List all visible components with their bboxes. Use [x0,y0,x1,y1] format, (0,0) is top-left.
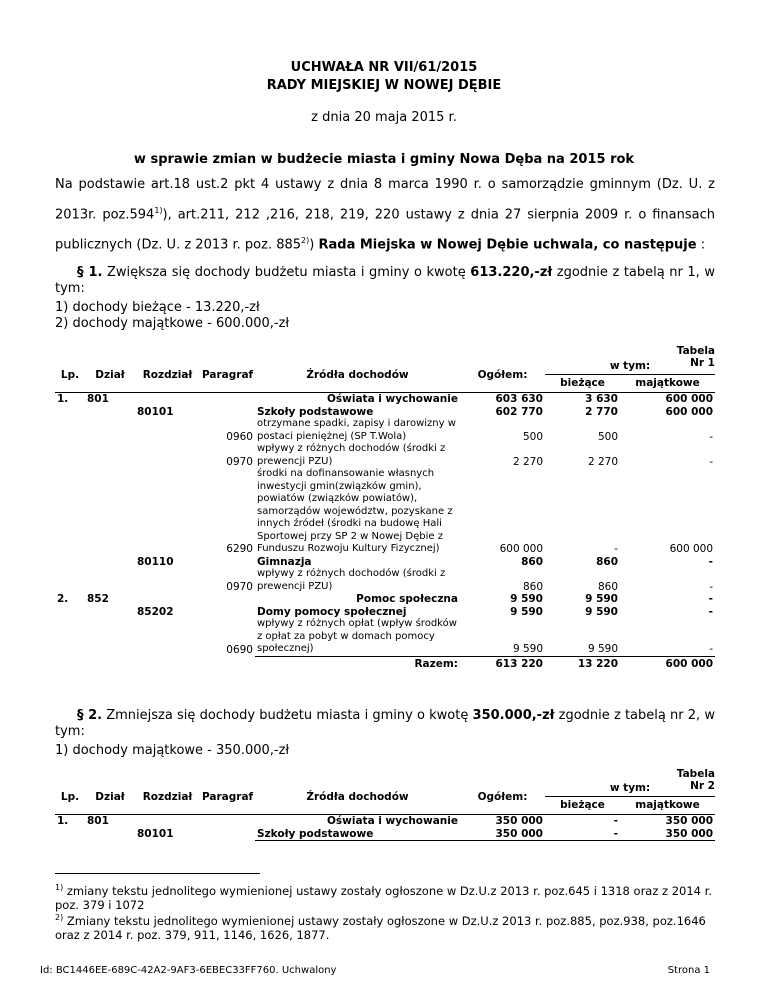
cell-ogolem: 9 590 [510,593,543,605]
total-biezace: 13 220 [545,656,620,673]
header-paragraf: Paragraf [202,790,254,803]
cell-majatkowe: 350 000 [620,828,715,841]
cell-ogolem: 9 590 [512,643,543,655]
cell-lp [55,828,85,841]
cell-rozdzial [135,593,200,606]
cell-dzial [85,828,135,841]
cell-majatkowe: - [708,605,714,618]
cell-biezace: 860 [596,555,618,568]
section-2: § 2. Zmniejsza się dochody budżetu miasta i gminy o kwotę 350.000,-zł zgodnie z tabelą nr 2, w tym: [55,708,715,739]
table-row [55,443,715,468]
cell-lp [55,568,85,593]
cell-name: wpływy z różnych dochodów (środki z prewencji PZU) [257,568,446,592]
cell-lp [55,406,85,419]
cell-rozdzial [135,815,200,828]
table-header-row [55,780,715,797]
cell-name: Gimnazja [257,555,312,568]
table-row [55,568,715,593]
cell-lp: 1. [55,393,85,406]
table2-caption: Tabela Nr 2 [676,768,715,792]
document-subject: w sprawie zmian w budżecie miasta i gminy Nowa Dęba na 2015 rok [133,152,635,167]
document-date: z dnia 20 maja 2015 r. [311,110,457,125]
cell-majatkowe: - [709,455,714,468]
cell-paragraf [200,406,255,419]
header-zrodla: Źródła dochodów [306,790,409,803]
cell-paragraf [200,593,255,606]
cell-paragraf: 0970 [226,580,253,593]
section-1-item-1: 1) dochody bieżące - 13.220,-zł [55,300,260,315]
cell-name: otrzymane spadki, zapisy i darowizny w postaci pieniężnej (SP T.Wola) [257,418,456,442]
cell-lp: 2. [57,593,69,605]
cell-dzial [85,606,135,619]
cell-rozdzial [135,568,200,593]
cell-biezace: - [545,828,620,841]
cell-majatkowe: 600 000 [620,393,715,406]
cell-ogolem: 602 770 [495,405,543,418]
cell-paragraf [200,815,255,828]
header-ogolem: Ogółem: [477,790,528,803]
header-rozdzial: Rozdział [142,368,193,381]
cell-dzial [85,406,135,419]
cell-rozdzial [135,618,200,656]
cell-biezace: 9 590 [585,605,618,618]
cell-rozdzial [135,393,200,406]
cell-biezace: 2 770 [585,405,618,418]
table1-caption: Tabela Nr 1 [676,345,715,369]
cell-name: Szkoły podstawowe [255,828,460,841]
cell-biezace: 3 630 [545,393,620,406]
cell-ogolem: 500 [522,430,543,443]
header-w-tym: w tym: [609,781,651,794]
cell-lp [55,418,85,443]
cell-biezace: 9 590 [585,593,618,605]
table-row [55,606,715,619]
cell-name: wpływy z różnych dochodów (środki z prewencji PZU) [257,443,446,467]
table-row [55,393,715,406]
table-row [55,418,715,443]
title-line-1: UCHWAŁA NR VII/61/2015 [290,60,478,75]
cell-ogolem: 2 270 [512,455,543,468]
table-row [55,828,715,841]
table-row [55,593,715,606]
cell-lp [55,618,85,656]
cell-paragraf [200,393,255,406]
cell-paragraf: 0690 [226,643,253,656]
cell-ogolem: 860 [522,580,543,593]
cell-rozdzial: 85202 [137,605,174,618]
cell-lp [55,556,85,569]
total-ogolem: 613 220 [460,656,545,673]
total-row [55,656,715,673]
cell-name: Oświata i wychowanie [255,815,460,828]
footnote-2: $^{2)}$ Zmiany tekstu jednolitego wymienionej ustawy zostały ogłoszone w Dz.U.z 2013 r. poz.885, poz.938, poz.1646 oraz z 2014 r. poz. 379, 911, 1146, 1626, 1877. [55,913,706,942]
header-biezace: bieżące [545,375,620,393]
cell-lp [55,443,85,468]
header-lp: Lp. [60,790,80,803]
cell-lp [55,606,85,619]
footnote-1: $^{1)}$ zmiany tekstu jednolitego wymienionej ustawy zostały ogłoszone w Dz.U.z 2013 r. poz.645 i 1318 oraz z 2014 r. poz. 379 i 1072 [55,883,712,912]
header-ogolem: Ogółem: [477,368,528,381]
cell-majatkowe: 600 000 [669,543,714,555]
cell-majatkowe: - [709,580,714,593]
header-rozdzial: Rozdział [142,790,193,803]
header-zrodla: Źródła dochodów [306,368,409,381]
cell-name: wpływy z różnych opłat (wpływ środków z opłat za pobyt w domach pomocy społecznej) [257,618,457,654]
cell-biezace: - [545,815,620,828]
cell-rozdzial: 80101 [137,827,174,840]
table-row [55,618,715,656]
cell-majatkowe: 350 000 [620,815,715,828]
cell-paragraf: 0960 [226,430,253,443]
cell-name: środki na dofinansowanie własnych inwestycji gmin(związków gmin), powiatów (związków powiatów), samorządów województw, pozyskane z innych źródeł (środki na budowę Hali Sportowej przy SP 2 w Nowej Dębie z Funduszu Rozwoju Kultury Fizycznej) [257,468,453,554]
header-majatkowe: majątkowe [620,797,715,815]
cell-ogolem: 603 630 [460,393,545,406]
document-id: Id: BC1446EE-689C-42A2-9AF3-6EBEC33FF760. Uchwalony [40,965,337,976]
cell-ogolem: 600 000 [499,543,543,555]
cell-lp: 1. [55,815,85,828]
cell-dzial: 801 [85,393,135,406]
cell-biezace: 2 270 [587,455,618,468]
total-majatkowe: 600 000 [620,656,715,673]
table-header-row [55,358,715,375]
cell-name: Domy pomocy społecznej [257,605,407,618]
cell-majatkowe: 600 000 [665,405,714,418]
cell-paragraf [200,556,255,569]
cell-name: Oświata i wychowanie [255,393,460,406]
cell-dzial [85,618,135,656]
cell-paragraf [200,606,255,619]
table-row [55,556,715,569]
cell-ogolem: 860 [521,555,543,568]
cell-rozdzial [135,443,200,468]
header-dzial: Dział [95,790,125,803]
cell-biezace: 860 [597,580,618,593]
cell-majatkowe: - [709,430,714,443]
cell-paragraf [200,828,255,841]
section-1-item-2: 2) dochody majątkowe - 600.000,-zł [55,316,290,331]
cell-dzial [85,468,135,556]
total-label: Razem: [255,656,460,673]
cell-majatkowe: - [709,643,714,655]
cell-dzial [85,418,135,443]
cell-rozdzial [135,418,200,443]
header-biezace: bieżące [545,797,620,815]
cell-dzial [85,443,135,468]
cell-ogolem: 350 000 [460,815,545,828]
cell-rozdzial [135,468,200,556]
table-row [55,815,715,828]
section-2-item-1: 1) dochody majątkowe - 350.000,-zł [55,743,290,758]
cell-ogolem: 9 590 [510,605,543,618]
cell-dzial: 852 [87,593,109,605]
section-1: § 1. Zwiększa się dochody budżetu miasta i gminy o kwotę 613.220,-zł zgodnie z tabelą nr 1, w tym: [55,265,715,296]
income-decrease-table [55,780,715,841]
page-number: Strona 1 [667,965,710,976]
footnote-separator [55,873,260,874]
cell-biezace: - [614,543,618,555]
cell-dzial [85,568,135,593]
cell-lp [55,468,85,556]
income-increase-table [55,358,715,673]
cell-biezace: 500 [597,430,618,443]
cell-paragraf: 6290 [226,543,253,555]
header-w-tym: w tym: [609,359,651,372]
table-row [55,406,715,419]
cell-dzial [85,556,135,569]
cell-paragraf: 0970 [226,455,253,468]
header-lp: Lp. [60,368,80,381]
cell-dzial: 801 [85,815,135,828]
title-line-2: RADY MIEJSKIEJ W NOWEJ DĘBIE [266,78,502,93]
cell-majatkowe: - [708,593,714,605]
cell-biezace: 9 590 [587,643,618,655]
cell-name: Szkoły podstawowe [257,405,374,418]
cell-name: Pomoc społeczna [356,593,458,605]
preamble: Na podstawie art.18 ust.2 pkt 4 ustawy z dnia 8 marca 1990 r. o samorządzie gminnym (Dz. U. z 2013r. poz.594$^{1)}$), art.211, 212 ,216, 218, 219, 220 ustawy z dnia 27 sierpnia 2009 r. o finansach publicznych (Dz. U. z 2013 r. poz. 885$^{2)}$) Rada Miejska w Nowej Dębie uchwala, co następuje : [55,177,715,253]
cell-rozdzial: 80101 [137,405,174,418]
header-majatkowe: majątkowe [620,375,715,393]
header-paragraf: Paragraf [202,368,254,381]
cell-majatkowe: - [708,555,714,568]
cell-rozdzial: 80110 [137,555,174,568]
header-dzial: Dział [95,368,125,381]
cell-ogolem: 350 000 [460,828,545,841]
table-row [55,468,715,556]
